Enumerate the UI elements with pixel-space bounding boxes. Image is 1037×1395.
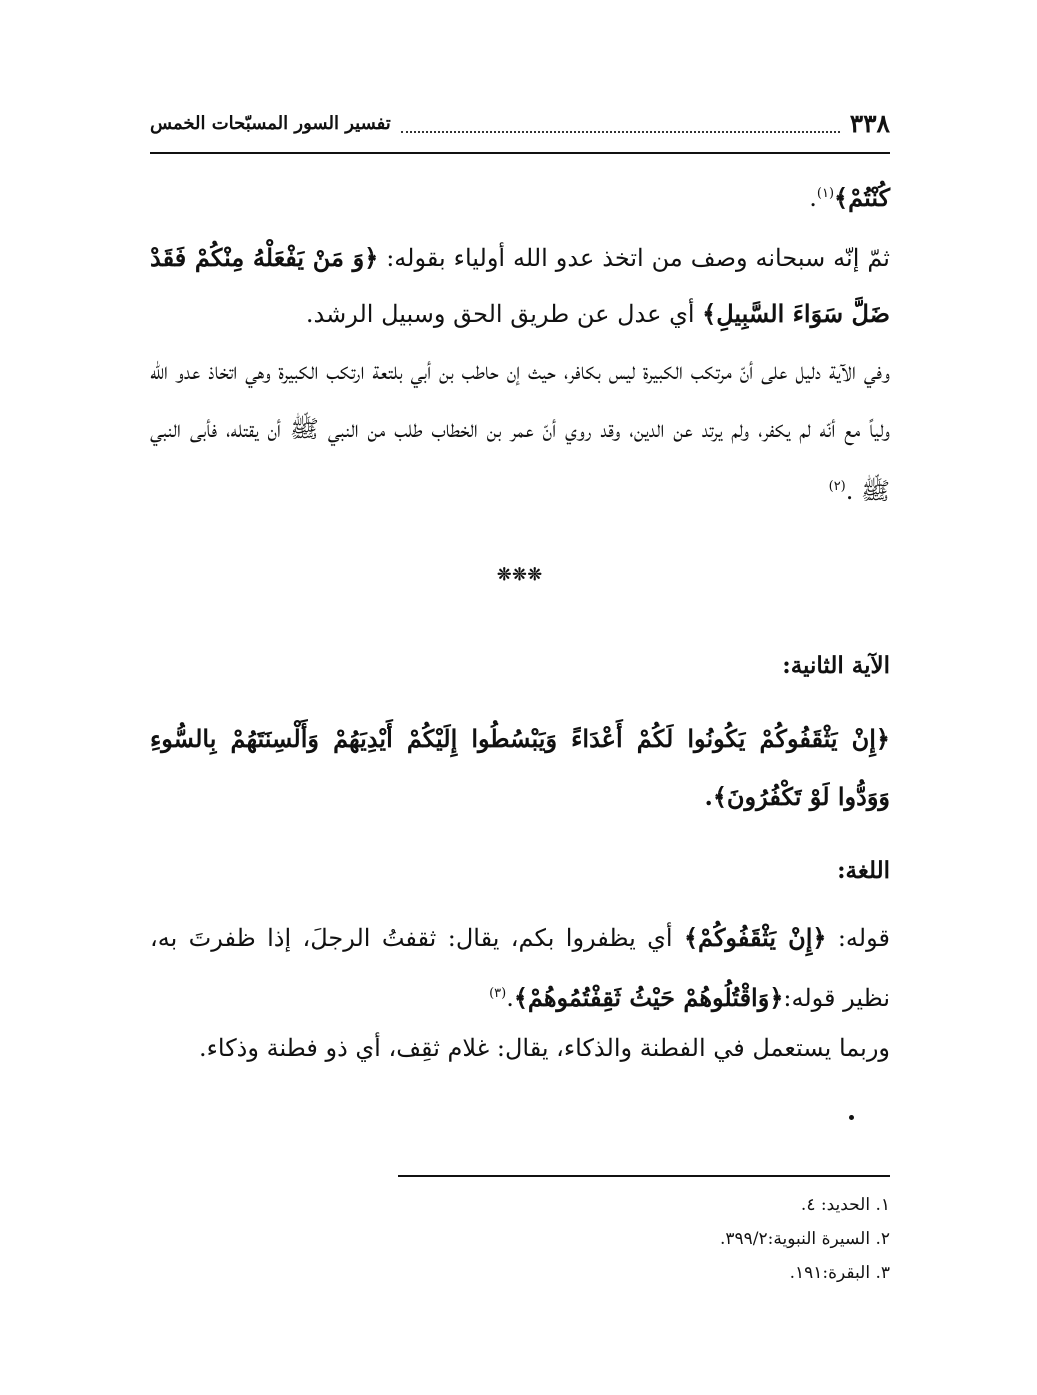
footnote-ref: (١) — [816, 186, 835, 201]
paragraph — [150, 342, 890, 520]
quran-quote: ﴿وَ مَنْ يَفْعَلْهُ مِنْكُمْ فَقَدْ ضَلَّ سَوَاءَ السَّبِيلِ﴾ — [150, 243, 890, 328]
page-number: ٣٣٨ — [849, 108, 890, 138]
paragraph: وربما يستعمل في الفطنة والذكاء، يقال: غلام ثقِف، أي ذو فطنة وذكاء. — [199, 1034, 890, 1062]
footnote: ٣. البقرة:١٩١. — [789, 1263, 890, 1283]
section-heading: اللغة: — [837, 857, 890, 884]
footnotes — [150, 1188, 890, 1290]
period: . — [506, 984, 514, 1012]
running-title: تفسير السور المسبّحات الخمس — [150, 112, 391, 134]
quran-quote: كُنْتُمْ﴾ — [834, 183, 890, 212]
quran-quote: ﴿وَاقْتُلُوهُمْ حَيْثُ ثَقِفْتُمُوهُمْ﴾ — [513, 983, 784, 1012]
header-dot-leader — [401, 123, 840, 133]
paragraph — [150, 230, 890, 342]
continued-quote-line — [150, 168, 890, 224]
page-header — [150, 108, 890, 138]
section-separator: ❊❊❊ — [497, 565, 543, 585]
paragraph-text: وفي الآية دليل على أنّ مرتكب الكبيرة ليس بكافر، حيث إن حاطب بن أبي بلتعة ارتكب الكبيرة وهي اتخاذ عدو الله ولياً مع أنّه لم يكفر، ولم يرتد عن الدين، وقد روي أنّ عمر بن الخطاب طلب من النبي ﷺ أن يقتله، فأبى النبي ﷺ . — [150, 357, 890, 505]
footnote-ref: (٣) — [489, 986, 507, 1001]
footnote-ref: (٢) — [828, 479, 846, 494]
footnote-rule — [398, 1175, 890, 1177]
section-heading: الآية الثانية: — [782, 652, 890, 679]
footnote: ٢. السيرة النبوية:٣٩٩/٢. — [719, 1229, 890, 1249]
quran-quote: ﴿إِنْ يَثْقَفُوكُمْ﴾ — [683, 923, 827, 952]
paragraph-text: أي يظفروا بكم، يقال: ثقفتُ الرجلَ، إذا ظفرتَ به، نظير قوله: — [150, 924, 890, 1012]
footnote: ١. الحديد: ٤. — [800, 1195, 890, 1215]
paragraph-text: ثمّ إنّه سبحانه وصف من اتخذ عدو الله أولياء بقوله: — [378, 244, 890, 272]
stray-mark — [849, 1115, 854, 1120]
paragraph-text: قوله: — [826, 924, 890, 952]
quran-verse: ﴿إِنْ يَثْقَفُوكُمْ يَكُونُوا لَكُمْ أَعْدَاءً وَيَبْسُطُوا إِلَيْكُمْ أَيْدِيَهُمْ وَأَلْسِنَتَهُمْ بِالسُّوءِ وَوَدُّوا لَوْ تَكْفُرُونَ﴾. — [150, 724, 890, 811]
paragraph — [150, 910, 890, 1026]
header-rule — [150, 152, 890, 154]
period: . — [809, 184, 817, 212]
paragraph-text: أي عدل عن طريق الحق وسبيل الرشد. — [305, 300, 703, 328]
